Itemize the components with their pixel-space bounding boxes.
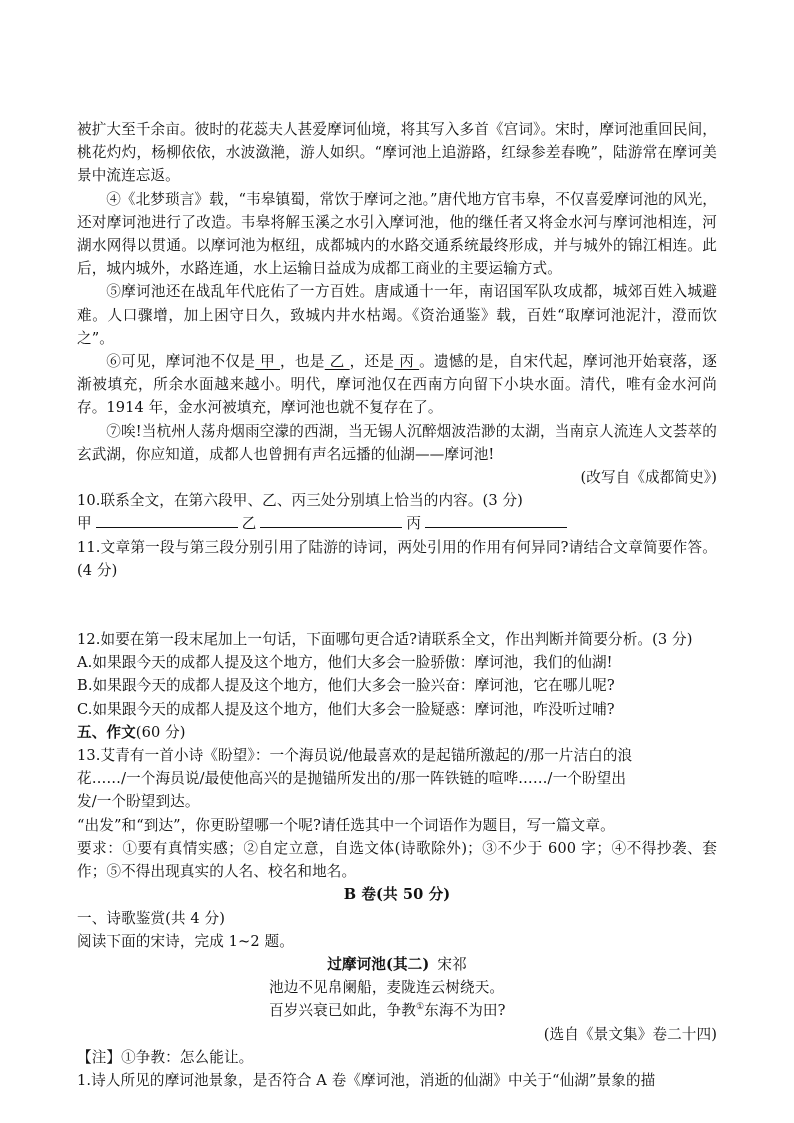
section-b-part-1: 一、诗歌鉴赏(共 4 分) [77,909,226,927]
poem-note: 【注】①争教：怎么能让。 [77,1048,254,1066]
poem-line-2-a: 百岁兴衰已如此，争教 [269,1002,416,1020]
p6-text-c: ，还是 [349,353,395,371]
question-10: 10.联系全文，在第六段甲、乙、丙三处分别填上恰当的内容。(3 分) [77,492,523,510]
option-b: B.如果跟今天的成都人提及这个地方，他们大多会一脸兴奋：摩诃池，它在哪儿呢? [77,677,615,695]
poem-source: (选自《景文集》卷二十四) [543,1025,717,1043]
p6-text-a: ⑥可见，摩诃池不仅是 [106,353,256,371]
blank-yi: 乙 [324,353,350,371]
article-paragraph-4: ④《北梦琐言》载，“韦皋镇蜀，常饮于摩诃之池。”唐代地方官韦皋，不仅喜爱摩诃池的风光，还对摩诃池进行了改造。韦皋将解玉溪之水引入摩诃池，他的继任者又将金水河与摩诃池相连，河湖水网得以贯通。以摩诃池为枢纽，成都城内的水路交通系统最终形成，并与城外的锦江相连。此后，城内城外，水路连通，水上运输日益成为成都工商业的主要运输方式。 [77,190,717,278]
p6-text-d: 。遗憾的是，自宋代起，摩诃池开始衰落，逐渐被填充，所余水面越来越小。明代，摩诃池仅在西南方向留下小块水面。清代，唯有金水河尚存。1914 年，金水河被填充，摩诃池也就不复存在了。 [77,353,717,417]
label-jia: 甲 [77,515,92,533]
question-13-line-1: 13.艾青有一首小诗《盼望》：一个海员说/他最喜欢的是起锚所激起的/那一片洁白的浪 [77,747,633,765]
section-b-title: B 卷(共 50 分) [343,886,451,904]
blank-jia: 甲 [255,353,281,371]
poem-line-2-b: 东海不为田? [424,1002,506,1020]
question-13-line-2: 花……/一个海员说/最使他高兴的是抛锚所发出的/那一阵铁链的喧哗……/一个盼望出 [77,770,627,788]
article-paragraph-6 [77,350,717,420]
answer-line-bing[interactable] [425,513,567,528]
question-11: 11.文章第一段与第三段分别引用了陆游的诗词，两处引用的作用有何异同?请结合文章简要作答。(4 分) [77,538,717,579]
exam-page [77,118,717,1092]
answer-line-yi[interactable] [260,513,402,528]
question-13-requirements: 要求：①要有真情实感；②自定立意，自选文体(诗歌除外)；③不少于 600 字；④不得抄袭、套作；⑤不得出现真实的人名、校名和地名。 [77,839,717,881]
article-paragraph-7: ⑦唉!当杭州人荡舟烟雨空濛的西湖，当无锡人沉醉烟波浩渺的太湖，当南京人流连人文荟萃的玄武湖，你应知道，成都人也曾拥有声名远播的仙湖——摩诃池! [77,422,717,463]
question-10-answer-row [77,512,717,535]
section-b-question-1: 1.诗人所见的摩诃池景象，是否符合 A 卷《摩诃池，消逝的仙湖》中关于“仙湖”景象的描 [77,1071,656,1089]
poem-title: 过摩诃池(其二) [327,955,430,973]
note-marker: ① [415,1002,425,1013]
option-a: A.如果跟今天的成都人提及这个地方，他们大多会一脸骄傲：摩诃池，我们的仙湖! [77,654,613,672]
label-yi: 乙 [241,515,257,533]
section-b-instruction: 阅读下面的宋诗，完成 1~2 题。 [77,932,294,950]
question-13-line-3: 发/一个盼望到达。 [77,793,200,811]
composition-score: (60 分) [135,723,186,741]
section-composition-heading [77,721,717,744]
answer-space-11 [77,582,717,628]
article-paragraph-5: ⑤摩诃池还在战乱年代庇佑了一方百姓。唐咸通十一年，南诏国军队攻成都，城郊百姓入城避难。人口骤增，加上困守日久，致城内井水枯竭。《资治通鉴》载，百姓“取摩诃池泥汁，澄而饮之”。 [77,283,717,347]
question-12: 12.如要在第一段末尾加上一句话，下面哪句更合适?请联系全文，作出判断并简要分析。(3 分) [77,631,693,649]
poem-title-row [77,953,717,976]
composition-heading: 五、作文 [77,723,136,741]
article-source: (改写自《成都简史》) [580,469,717,487]
poem-author: 宋祁 [437,955,467,973]
option-c: C.如果跟今天的成都人提及这个地方，他们大多会一脸疑惑：摩诃池，咋没听过哺? [77,700,615,718]
label-bing: 丙 [406,515,422,533]
question-13-line-4: “出发”和“到达”，你更盼望哪一个呢?请任选其中一个词语作为题目，写一篇文章。 [77,816,615,834]
article-paragraph-3-cont: 被扩大至千余亩。彼时的花蕊夫人甚爱摩诃仙境，将其写入多首《宫词》。宋时，摩诃池重回民间，桃花灼灼，杨柳依依，水波潋滟，游人如织。“摩诃池上追游路，红绿参差春晚”，陆游常在摩诃美景中流连忘返。 [77,121,717,185]
answer-line-jia[interactable] [96,513,238,528]
p6-text-b: ，也是 [280,353,325,371]
blank-bing: 丙 [394,353,420,371]
poem-line-1: 池边不见帛阑船，麦陇连云树绕天。 [269,979,505,997]
poem-line-2 [77,999,717,1022]
